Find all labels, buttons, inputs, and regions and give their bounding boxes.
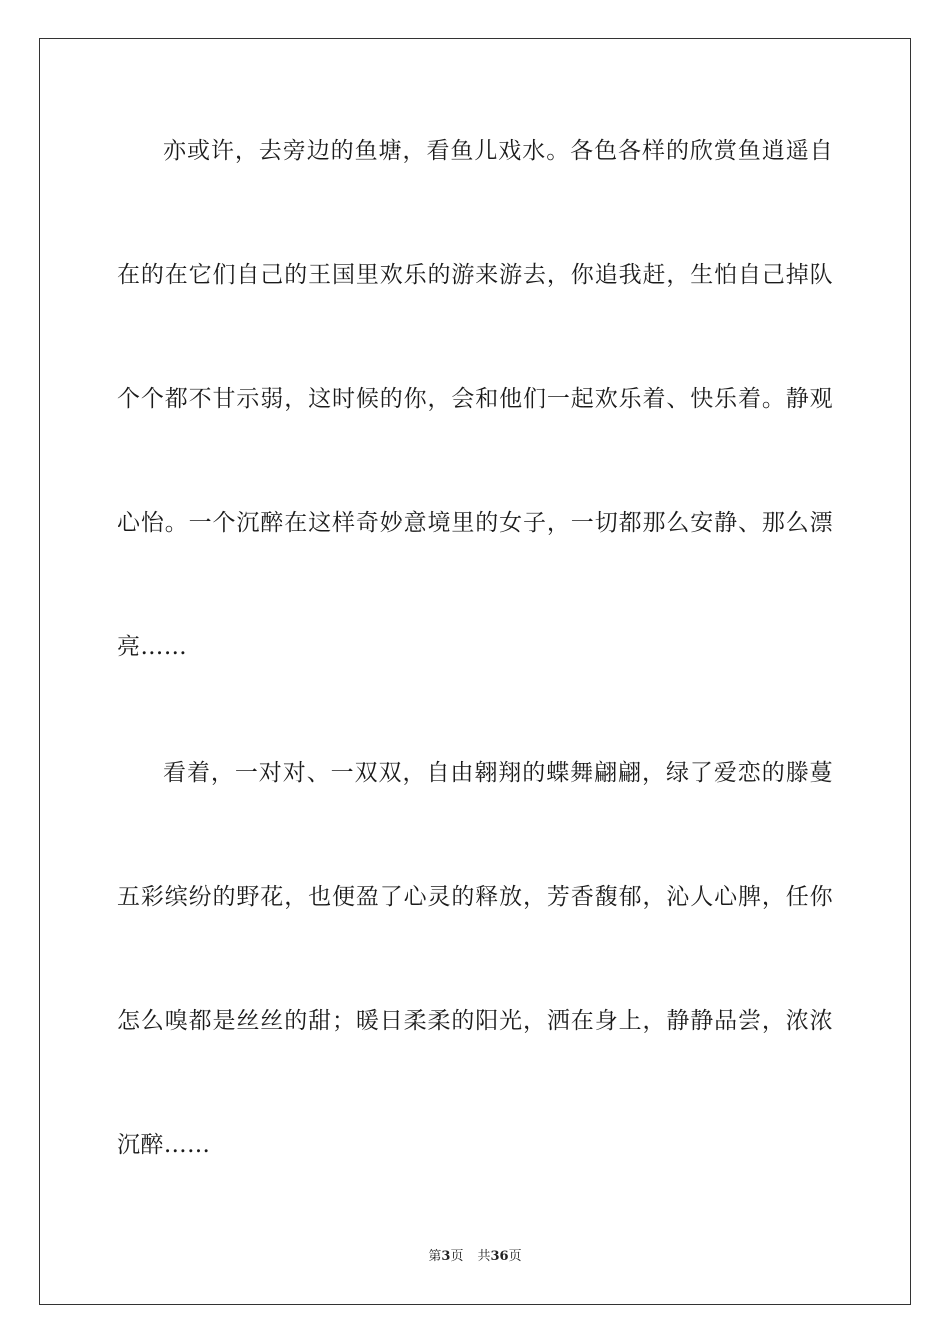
paragraph-line: 沉醉……	[117, 1132, 211, 1158]
paragraph-line: 在的在它们自己的王国里欢乐的游来游去，你追我赶，生怕自己掉队	[117, 262, 833, 288]
footer-total-prefix: 共	[477, 1249, 491, 1264]
footer-page-number: 3	[441, 1249, 451, 1264]
paragraph-line: 看着，一对对、一双双，自由翱翔的蝶舞翩翩，绿了爱恋的滕蔓	[163, 760, 833, 786]
footer-page-suffix: 页	[450, 1249, 464, 1264]
paragraph-line: 亮……	[117, 634, 188, 660]
footer-page-prefix: 第	[428, 1249, 442, 1264]
page-footer	[0, 1248, 950, 1266]
paragraph-line: 亦或许，去旁边的鱼塘，看鱼儿戏水。各色各样的欣赏鱼逍遥自	[163, 138, 833, 164]
paragraph-line: 个个都不甘示弱，这时候的你，会和他们一起欢乐着、快乐着。静观	[117, 386, 833, 412]
paragraph-line: 五彩缤纷的野花，也便盈了心灵的释放，芳香馥郁，沁人心脾，任你	[117, 884, 833, 910]
paragraph-line: 心怡。一个沉醉在这样奇妙意境里的女子，一切都那么安静、那么漂	[117, 510, 833, 536]
footer-total-suffix: 页	[508, 1249, 522, 1264]
footer-total-pages: 36	[490, 1249, 509, 1264]
paragraph-line: 怎么嗅都是丝丝的甜；暖日柔柔的阳光，洒在身上，静静品尝，浓浓	[117, 1008, 833, 1034]
page-border	[39, 38, 911, 1305]
